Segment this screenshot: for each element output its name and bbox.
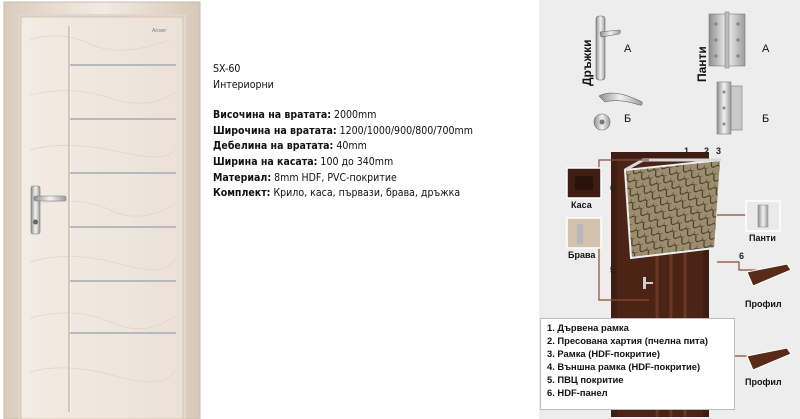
spec-row-material: Материал: 8mm HDF, PVC-покритие [213,171,397,184]
door-photo [0,0,205,419]
callout-frame: Каса [571,200,592,210]
spec-row-width: Широчина на вратата: 1200/1000/900/800/700mm [213,124,473,137]
legend-item: 6. HDF-панел [547,387,608,398]
hinge-a-icon [709,12,745,68]
spec-row-kit: Комплект: Крило, каса, първази, брава, дръжка [213,187,461,200]
handle-a-icon [596,16,621,80]
handle-b-icon [594,93,642,130]
door-illustration [0,0,205,419]
profile-thumb-2-icon [747,348,791,370]
product-spec [213,62,533,202]
part-number-5: 5 [610,265,616,275]
legend-item: 3. Рамка (HDF-покритие) [547,348,660,359]
part-number-6b: 6 [739,251,745,261]
lock-thumb-icon [567,218,601,248]
spec-row-thickness: Дебелина на вратата: 40mm [213,140,367,153]
part-number-2: 2 [704,146,710,156]
hinge-b-letter: Б [762,113,770,125]
legend-item: 2. Пресована хартия (пчелна пита) [547,335,708,346]
profile-thumb-1-icon [747,264,791,286]
callout-hinges: Панти [749,233,776,243]
legend-item: 5. ПВЦ покритие [547,374,624,385]
product-category: Интериорни [213,78,274,91]
spec-row-frame-width: Ширина на касата: 100 до 340mm [213,155,394,168]
part-number-3: 3 [716,146,722,156]
callout-lock: Брава [568,250,596,260]
product-model: SX-60 [213,63,241,75]
hinge-b-icon [717,82,742,134]
handle-b-letter: Б [624,113,632,125]
legend-item: 1. Дървена рамка [547,322,629,333]
hinge-thumb-icon [746,201,780,231]
hinges-title: Панти [695,46,709,82]
handles-title: Дръжки [580,39,594,86]
callout-profile-2: Профил [745,377,782,387]
part-number-6a: 6 [610,183,616,193]
handle-a-letter: А [624,43,632,55]
spec-row-height: Височина на вратата: 2000mm [213,109,377,122]
svg-text:Anser: Anser [152,28,167,34]
parts-legend [540,318,735,410]
frame-thumb-icon [567,168,601,198]
callout-profile-1: Профил [745,299,782,309]
legend-item: 4. Външна рамка (HDF-покритие) [547,361,701,372]
hinge-a-letter: А [762,43,770,55]
part-number-1: 1 [684,146,690,156]
